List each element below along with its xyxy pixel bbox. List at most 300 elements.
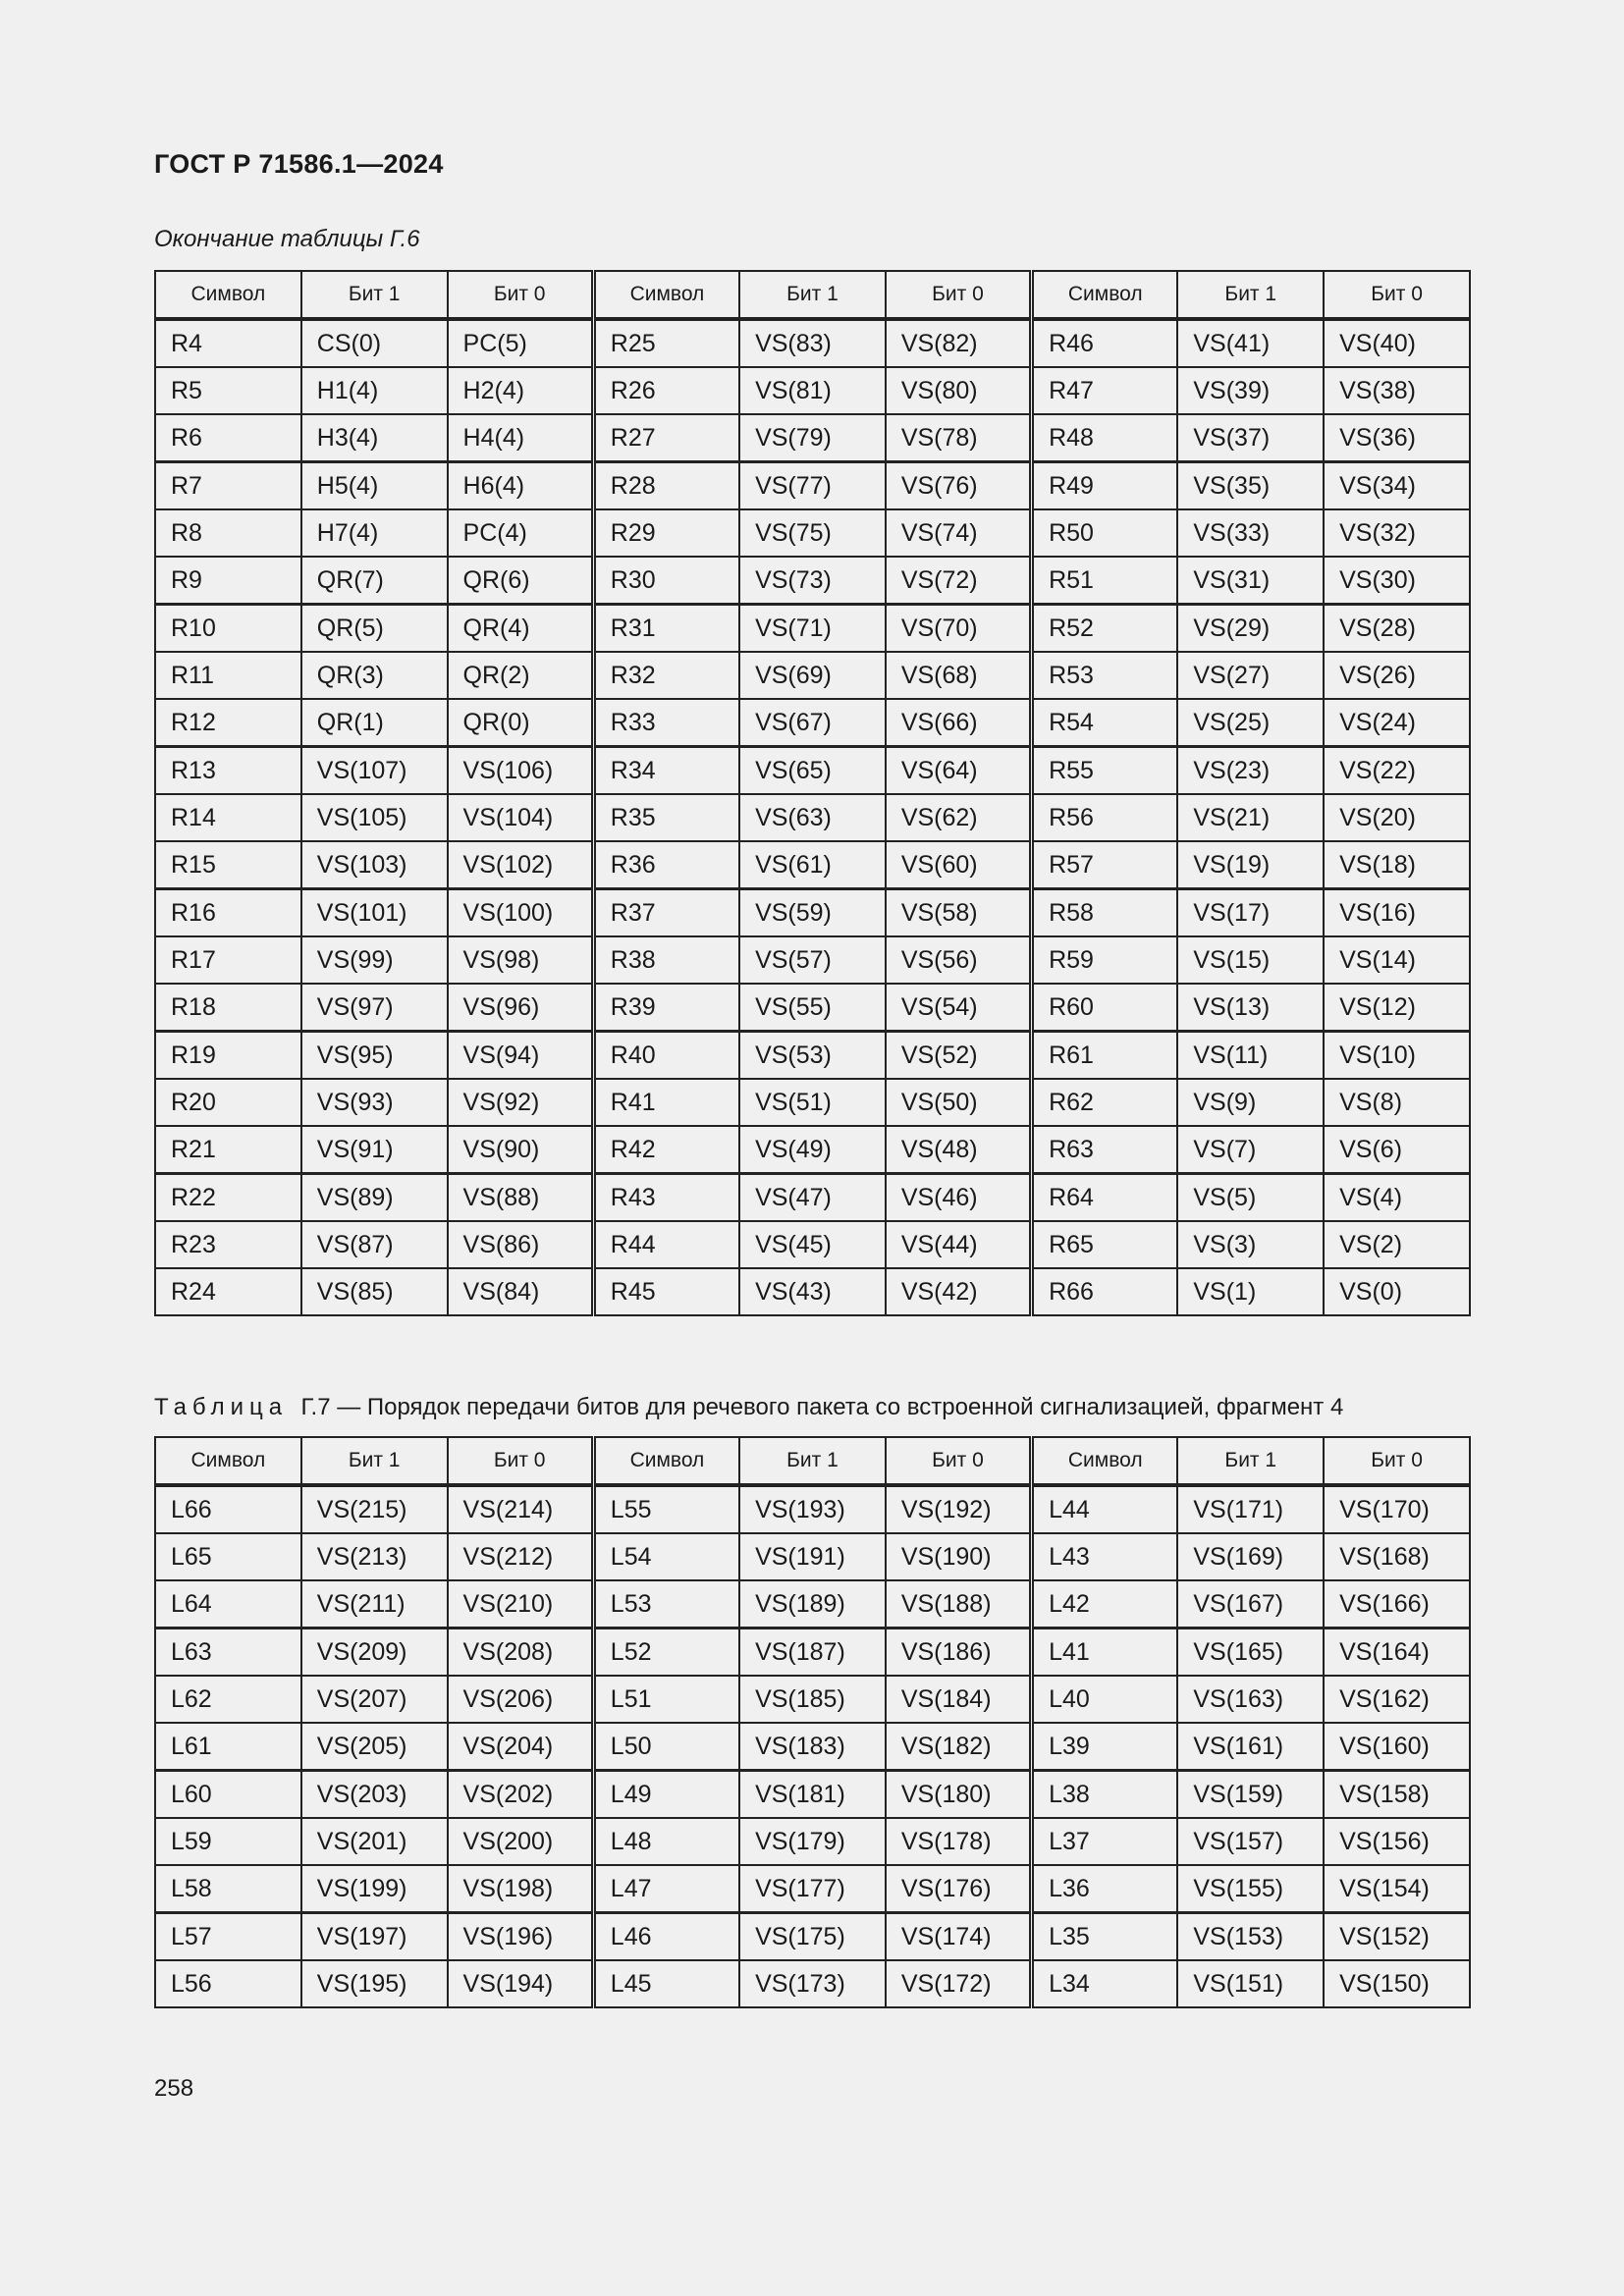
table-cell: VS(2) [1324, 1221, 1470, 1268]
table-cell: VS(200) [448, 1818, 594, 1865]
table-row [155, 1580, 1470, 1629]
table-cell: L58 [155, 1865, 301, 1913]
table-cell: VS(155) [1177, 1865, 1324, 1913]
table-cell: R40 [593, 1032, 739, 1080]
table-cell: VS(205) [301, 1723, 448, 1771]
table-cell: VS(167) [1177, 1580, 1324, 1629]
table-cell: VS(177) [739, 1865, 886, 1913]
table-cell: R7 [155, 462, 301, 510]
table-row [155, 509, 1470, 557]
table-cell: VS(199) [301, 1865, 448, 1913]
column-header: Бит 1 [1177, 271, 1324, 319]
table-cell: VS(162) [1324, 1676, 1470, 1723]
table-cell: VS(204) [448, 1723, 594, 1771]
table-cell: R48 [1032, 414, 1178, 462]
table-cell: VS(17) [1177, 889, 1324, 937]
table-cell: L35 [1032, 1913, 1178, 1961]
table-cell: VS(21) [1177, 794, 1324, 841]
table-cell: R66 [1032, 1268, 1178, 1315]
table-row [155, 1818, 1470, 1865]
table-cell: VS(26) [1324, 652, 1470, 699]
table-cell: VS(172) [886, 1960, 1032, 2007]
table-row [155, 1533, 1470, 1580]
table-row [155, 699, 1470, 747]
table-cell: VS(1) [1177, 1268, 1324, 1315]
table-cell: VS(79) [739, 414, 886, 462]
table-cell: VS(197) [301, 1913, 448, 1961]
table-cell: VS(60) [886, 841, 1032, 889]
table-row [155, 1485, 1470, 1533]
table-cell: R55 [1032, 747, 1178, 795]
table-cell: VS(178) [886, 1818, 1032, 1865]
table-cell: VS(49) [739, 1126, 886, 1174]
table-cell: VS(14) [1324, 936, 1470, 984]
table-cell: VS(43) [739, 1268, 886, 1315]
table-cell: VS(24) [1324, 699, 1470, 747]
table-cell: L42 [1032, 1580, 1178, 1629]
table-cell: VS(183) [739, 1723, 886, 1771]
table-cell: VS(97) [301, 984, 448, 1032]
table-cell: VS(156) [1324, 1818, 1470, 1865]
table-cell: VS(106) [448, 747, 594, 795]
table-cell: VS(95) [301, 1032, 448, 1080]
table-cell: R26 [593, 367, 739, 414]
table-cell: VS(107) [301, 747, 448, 795]
table-g7-caption-prefix: Таблица [154, 1394, 289, 1420]
table-row [155, 1865, 1470, 1913]
table-cell: VS(160) [1324, 1723, 1470, 1771]
table-cell: R54 [1032, 699, 1178, 747]
table-cell: VS(55) [739, 984, 886, 1032]
table-cell: VS(193) [739, 1485, 886, 1533]
table-cell: L65 [155, 1533, 301, 1580]
table-cell: R49 [1032, 462, 1178, 510]
table-cell: L66 [155, 1485, 301, 1533]
table-cell: VS(56) [886, 936, 1032, 984]
column-header: Бит 0 [1324, 1437, 1470, 1485]
table-cell: VS(13) [1177, 984, 1324, 1032]
table-cell: VS(12) [1324, 984, 1470, 1032]
table-cell: VS(4) [1324, 1174, 1470, 1222]
table-cell: VS(86) [448, 1221, 594, 1268]
table-cell: R60 [1032, 984, 1178, 1032]
table-cell: VS(38) [1324, 367, 1470, 414]
column-header: Бит 1 [739, 1437, 886, 1485]
table-cell: VS(15) [1177, 936, 1324, 984]
table-cell: L36 [1032, 1865, 1178, 1913]
table-cell: VS(71) [739, 605, 886, 653]
table-cell: VS(98) [448, 936, 594, 984]
table-cell: VS(54) [886, 984, 1032, 1032]
table-cell: VS(32) [1324, 509, 1470, 557]
table-cell: R39 [593, 984, 739, 1032]
table-cell: QR(2) [448, 652, 594, 699]
table-cell: VS(104) [448, 794, 594, 841]
table-row [155, 1079, 1470, 1126]
table-cell: VS(77) [739, 462, 886, 510]
table-cell: VS(212) [448, 1533, 594, 1580]
table-cell: VS(191) [739, 1533, 886, 1580]
table-cell: VS(102) [448, 841, 594, 889]
table-cell: VS(209) [301, 1629, 448, 1677]
table-row [155, 1960, 1470, 2007]
table-cell: L56 [155, 1960, 301, 2007]
table-cell: L62 [155, 1676, 301, 1723]
table-cell: VS(93) [301, 1079, 448, 1126]
table-cell: R23 [155, 1221, 301, 1268]
table-cell: VS(173) [739, 1960, 886, 2007]
table-cell: VS(194) [448, 1960, 594, 2007]
table-g6-caption: Окончание таблицы Г.6 [154, 226, 420, 252]
table-cell: VS(208) [448, 1629, 594, 1677]
table-cell: L61 [155, 1723, 301, 1771]
table-cell: R15 [155, 841, 301, 889]
table-cell: L60 [155, 1771, 301, 1819]
table-cell: R33 [593, 699, 739, 747]
table-cell: VS(19) [1177, 841, 1324, 889]
table-row [155, 462, 1470, 510]
table-cell: VS(159) [1177, 1771, 1324, 1819]
table-cell: VS(6) [1324, 1126, 1470, 1174]
table-row [155, 794, 1470, 841]
table-cell: R4 [155, 319, 301, 367]
table-cell: VS(213) [301, 1533, 448, 1580]
table-cell: VS(88) [448, 1174, 594, 1222]
table-cell: R6 [155, 414, 301, 462]
table-cell: VS(51) [739, 1079, 886, 1126]
table-cell: R52 [1032, 605, 1178, 653]
table-row [155, 1032, 1470, 1080]
table-row [155, 1676, 1470, 1723]
table-cell: R58 [1032, 889, 1178, 937]
table-cell: R45 [593, 1268, 739, 1315]
table-g6 [154, 270, 1471, 1316]
column-header: Бит 0 [886, 271, 1032, 319]
page-number: 258 [154, 2075, 194, 2102]
table-cell: L43 [1032, 1533, 1178, 1580]
table-cell: VS(152) [1324, 1913, 1470, 1961]
table-cell: VS(59) [739, 889, 886, 937]
table-cell: CS(0) [301, 319, 448, 367]
table-cell: VS(189) [739, 1580, 886, 1629]
table-cell: VS(76) [886, 462, 1032, 510]
table-cell: VS(67) [739, 699, 886, 747]
table-cell: R64 [1032, 1174, 1178, 1222]
table-cell: VS(81) [739, 367, 886, 414]
table-cell: VS(62) [886, 794, 1032, 841]
table-cell: R44 [593, 1221, 739, 1268]
table-cell: R19 [155, 1032, 301, 1080]
table-cell: L44 [1032, 1485, 1178, 1533]
table-cell: VS(63) [739, 794, 886, 841]
table-cell: VS(39) [1177, 367, 1324, 414]
table-cell: L39 [1032, 1723, 1178, 1771]
table-row [155, 367, 1470, 414]
table-cell: R14 [155, 794, 301, 841]
table-cell: VS(100) [448, 889, 594, 937]
table-cell: VS(87) [301, 1221, 448, 1268]
table-cell: R24 [155, 1268, 301, 1315]
table-cell: VS(70) [886, 605, 1032, 653]
table-cell: VS(53) [739, 1032, 886, 1080]
table-cell: L52 [593, 1629, 739, 1677]
table-cell: L45 [593, 1960, 739, 2007]
table-cell: VS(190) [886, 1533, 1032, 1580]
table-cell: R53 [1032, 652, 1178, 699]
table-cell: VS(18) [1324, 841, 1470, 889]
table-cell: VS(158) [1324, 1771, 1470, 1819]
table-cell: VS(46) [886, 1174, 1032, 1222]
table-cell: VS(9) [1177, 1079, 1324, 1126]
table-cell: VS(44) [886, 1221, 1032, 1268]
table-cell: VS(73) [739, 557, 886, 605]
table-g7-caption-text: Г.7 — Порядок передачи битов для речевого пакета со встроенной сигнализацией, фрагмент 4 [300, 1394, 1344, 1420]
table-cell: VS(0) [1324, 1268, 1470, 1315]
table-cell: VS(187) [739, 1629, 886, 1677]
table-row [155, 1723, 1470, 1771]
column-header: Символ [593, 1437, 739, 1485]
table-cell: VS(84) [448, 1268, 594, 1315]
table-cell: R31 [593, 605, 739, 653]
table-cell: VS(82) [886, 319, 1032, 367]
table-cell: R63 [1032, 1126, 1178, 1174]
table-cell: L46 [593, 1913, 739, 1961]
table-cell: VS(210) [448, 1580, 594, 1629]
table-cell: R46 [1032, 319, 1178, 367]
table-cell: VS(27) [1177, 652, 1324, 699]
table-cell: VS(164) [1324, 1629, 1470, 1677]
table-cell: VS(180) [886, 1771, 1032, 1819]
table-cell: VS(34) [1324, 462, 1470, 510]
table-row [155, 1771, 1470, 1819]
table-cell: VS(203) [301, 1771, 448, 1819]
table-cell: R12 [155, 699, 301, 747]
table-cell: H3(4) [301, 414, 448, 462]
table-cell: H6(4) [448, 462, 594, 510]
table-cell: R16 [155, 889, 301, 937]
table-cell: VS(68) [886, 652, 1032, 699]
table-row [155, 652, 1470, 699]
table-cell: VS(211) [301, 1580, 448, 1629]
table-cell: L63 [155, 1629, 301, 1677]
table-cell: R11 [155, 652, 301, 699]
table-cell: VS(206) [448, 1676, 594, 1723]
table-cell: VS(52) [886, 1032, 1032, 1080]
table-row [155, 1268, 1470, 1315]
table-cell: QR(7) [301, 557, 448, 605]
table-cell: R35 [593, 794, 739, 841]
table-cell: VS(36) [1324, 414, 1470, 462]
table-cell: VS(61) [739, 841, 886, 889]
table-cell: VS(176) [886, 1865, 1032, 1913]
table-cell: VS(161) [1177, 1723, 1324, 1771]
table-cell: VS(168) [1324, 1533, 1470, 1580]
table-cell: VS(22) [1324, 747, 1470, 795]
table-cell: VS(105) [301, 794, 448, 841]
table-cell: R10 [155, 605, 301, 653]
column-header: Бит 0 [448, 1437, 594, 1485]
table-cell: VS(42) [886, 1268, 1032, 1315]
table-cell: VS(150) [1324, 1960, 1470, 2007]
table-cell: VS(103) [301, 841, 448, 889]
table-cell: VS(11) [1177, 1032, 1324, 1080]
table-cell: VS(28) [1324, 605, 1470, 653]
table-cell: R61 [1032, 1032, 1178, 1080]
table-cell: VS(23) [1177, 747, 1324, 795]
table-cell: L55 [593, 1485, 739, 1533]
table-cell: VS(48) [886, 1126, 1032, 1174]
table-row [155, 557, 1470, 605]
table-cell: L51 [593, 1676, 739, 1723]
table-cell: VS(64) [886, 747, 1032, 795]
column-header: Символ [155, 271, 301, 319]
table-cell: H7(4) [301, 509, 448, 557]
table-cell: VS(154) [1324, 1865, 1470, 1913]
table-cell: R5 [155, 367, 301, 414]
table-cell: PC(4) [448, 509, 594, 557]
table-cell: VS(16) [1324, 889, 1470, 937]
table-cell: VS(37) [1177, 414, 1324, 462]
table-cell: VS(10) [1324, 1032, 1470, 1080]
table-cell: R57 [1032, 841, 1178, 889]
table-cell: VS(182) [886, 1723, 1032, 1771]
column-header: Бит 1 [301, 1437, 448, 1485]
table-cell: VS(202) [448, 1771, 594, 1819]
column-header: Символ [1032, 1437, 1178, 1485]
table-cell: R47 [1032, 367, 1178, 414]
column-header: Бит 0 [1324, 271, 1470, 319]
table-cell: VS(65) [739, 747, 886, 795]
table-cell: VS(5) [1177, 1174, 1324, 1222]
table-cell: VS(215) [301, 1485, 448, 1533]
table-g7 [154, 1436, 1471, 2008]
table-cell: R50 [1032, 509, 1178, 557]
table-cell: VS(207) [301, 1676, 448, 1723]
table-cell: L57 [155, 1913, 301, 1961]
table-cell: VS(151) [1177, 1960, 1324, 2007]
table-cell: R41 [593, 1079, 739, 1126]
table-g7-caption [154, 1394, 1343, 1421]
table-cell: VS(7) [1177, 1126, 1324, 1174]
table-cell: L54 [593, 1533, 739, 1580]
table-cell: L37 [1032, 1818, 1178, 1865]
document-header: ГОСТ Р 71586.1—2024 [154, 149, 444, 179]
table-cell: R43 [593, 1174, 739, 1222]
table-cell: R51 [1032, 557, 1178, 605]
table-row [155, 747, 1470, 795]
table-cell: VS(45) [739, 1221, 886, 1268]
table-cell: VS(201) [301, 1818, 448, 1865]
column-header: Символ [593, 271, 739, 319]
table-cell: QR(5) [301, 605, 448, 653]
table-cell: VS(74) [886, 509, 1032, 557]
table-cell: VS(166) [1324, 1580, 1470, 1629]
table-cell: VS(90) [448, 1126, 594, 1174]
table-cell: L48 [593, 1818, 739, 1865]
column-header: Символ [1032, 271, 1178, 319]
table-cell: VS(89) [301, 1174, 448, 1222]
table-cell: L53 [593, 1580, 739, 1629]
table-cell: VS(192) [886, 1485, 1032, 1533]
table-cell: R21 [155, 1126, 301, 1174]
table-cell: R32 [593, 652, 739, 699]
table-cell: R42 [593, 1126, 739, 1174]
table-cell: R34 [593, 747, 739, 795]
table-cell: VS(85) [301, 1268, 448, 1315]
table-header-row [155, 271, 1470, 319]
table-cell: L38 [1032, 1771, 1178, 1819]
table-cell: VS(40) [1324, 319, 1470, 367]
column-header: Символ [155, 1437, 301, 1485]
table-cell: H2(4) [448, 367, 594, 414]
table-row [155, 414, 1470, 462]
table-cell: VS(181) [739, 1771, 886, 1819]
table-cell: VS(33) [1177, 509, 1324, 557]
table-row [155, 889, 1470, 937]
table-cell: VS(153) [1177, 1913, 1324, 1961]
table-cell: VS(99) [301, 936, 448, 984]
table-cell: VS(50) [886, 1079, 1032, 1126]
table-row [155, 1126, 1470, 1174]
table-cell: VS(57) [739, 936, 886, 984]
table-row [155, 984, 1470, 1032]
table-cell: VS(30) [1324, 557, 1470, 605]
table-cell: R28 [593, 462, 739, 510]
table-cell: L59 [155, 1818, 301, 1865]
table-row [155, 1221, 1470, 1268]
table-cell: VS(72) [886, 557, 1032, 605]
table-cell: H1(4) [301, 367, 448, 414]
table-cell: L49 [593, 1771, 739, 1819]
table-cell: VS(69) [739, 652, 886, 699]
table-cell: R38 [593, 936, 739, 984]
table-cell: L47 [593, 1865, 739, 1913]
table-cell: VS(78) [886, 414, 1032, 462]
table-cell: VS(157) [1177, 1818, 1324, 1865]
table-cell: R36 [593, 841, 739, 889]
table-cell: VS(184) [886, 1676, 1032, 1723]
table-cell: VS(41) [1177, 319, 1324, 367]
table-cell: VS(35) [1177, 462, 1324, 510]
table-cell: VS(66) [886, 699, 1032, 747]
table-cell: VS(165) [1177, 1629, 1324, 1677]
table-cell: VS(198) [448, 1865, 594, 1913]
column-header: Бит 1 [739, 271, 886, 319]
table-cell: VS(29) [1177, 605, 1324, 653]
table-cell: L40 [1032, 1676, 1178, 1723]
table-cell: R65 [1032, 1221, 1178, 1268]
table-cell: VS(170) [1324, 1485, 1470, 1533]
table-cell: R22 [155, 1174, 301, 1222]
column-header: Бит 1 [301, 271, 448, 319]
table-cell: VS(175) [739, 1913, 886, 1961]
table-row [155, 605, 1470, 653]
table-cell: R59 [1032, 936, 1178, 984]
table-cell: VS(169) [1177, 1533, 1324, 1580]
table-cell: VS(96) [448, 984, 594, 1032]
table-row [155, 1629, 1470, 1677]
table-cell: QR(6) [448, 557, 594, 605]
table-cell: R20 [155, 1079, 301, 1126]
table-cell: VS(80) [886, 367, 1032, 414]
table-header-row [155, 1437, 1470, 1485]
table-cell: VS(25) [1177, 699, 1324, 747]
table-row [155, 841, 1470, 889]
table-cell: R18 [155, 984, 301, 1032]
column-header: Бит 0 [886, 1437, 1032, 1485]
table-cell: VS(58) [886, 889, 1032, 937]
table-row [155, 319, 1470, 367]
